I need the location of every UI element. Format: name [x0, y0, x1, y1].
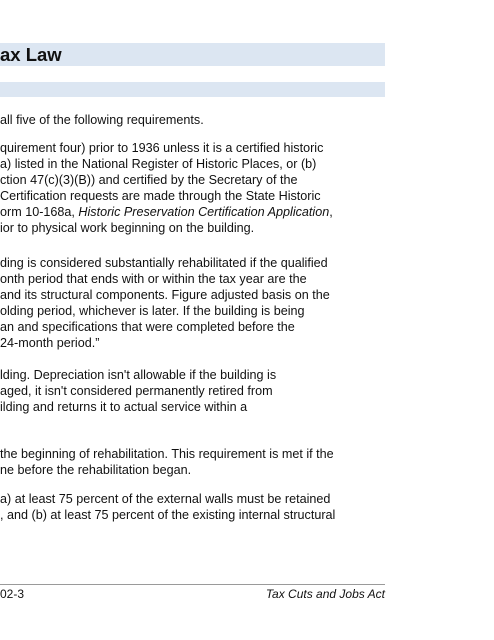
paragraph-line: olding period, whichever is later. If the building is being	[0, 304, 305, 318]
footer-page-number: 02-3	[0, 587, 25, 601]
paragraph-line: and its structural components. Figure adjusted basis on the	[0, 288, 330, 302]
paragraph-line: onth period that ends with or within the tax year are the	[0, 272, 307, 286]
paragraph-line: the beginning of rehabilitation. This requirement is met if the	[0, 447, 334, 461]
footer-publication-title: Tax Cuts and Jobs Act	[265, 587, 385, 601]
paragraph-line: ior to physical work beginning on the building.	[0, 221, 255, 235]
paragraph-placed-in-service	[0, 446, 334, 478]
paragraph-line: 24-month period.”	[0, 336, 100, 350]
page-title: ax Law	[0, 44, 62, 65]
paragraph-line: lding. Depreciation isn't allowable if the building is	[0, 368, 277, 382]
paragraph-line: ction 47(c)(3)(B)) and certified by the Secretary of the	[0, 173, 298, 187]
paragraph-depreciable-building	[0, 367, 276, 415]
trailing-comma: ,	[329, 205, 333, 219]
footer-rule	[0, 584, 385, 585]
paragraph-line: Certification requests are made through the State Historic	[0, 189, 321, 203]
form-title-italic: Historic Preservation Certification Application	[78, 205, 330, 219]
paragraph-line: a) listed in the National Register of Historic Places, or (b)	[0, 157, 317, 171]
intro-line: all five of the following requirements.	[0, 113, 204, 127]
paragraph-historic-structure	[0, 140, 333, 236]
intro-paragraph	[0, 112, 204, 128]
paragraph-substantial-rehabilitation	[0, 255, 330, 351]
paragraph-line: a) at least 75 percent of the external walls must be retained	[0, 492, 331, 506]
paragraph-line: , and (b) at least 75 percent of the existing internal structural	[0, 508, 336, 522]
paragraph-line: an and specifications that were completed before the	[0, 320, 295, 334]
paragraph-walls-retained	[0, 491, 335, 523]
paragraph-line: ding is considered substantially rehabilitated if the qualified	[0, 256, 328, 270]
form-number-text: orm 10-168a,	[0, 205, 79, 219]
paragraph-line	[0, 204, 333, 220]
subheading-band	[0, 82, 385, 97]
paragraph-line: ilding and returns it to actual service within a	[0, 400, 248, 414]
paragraph-line: ne before the rehabilitation began.	[0, 463, 192, 477]
paragraph-line: quirement four) prior to 1936 unless it is a certified historic	[0, 141, 324, 155]
paragraph-line: aged, it isn't considered permanently retired from	[0, 384, 273, 398]
